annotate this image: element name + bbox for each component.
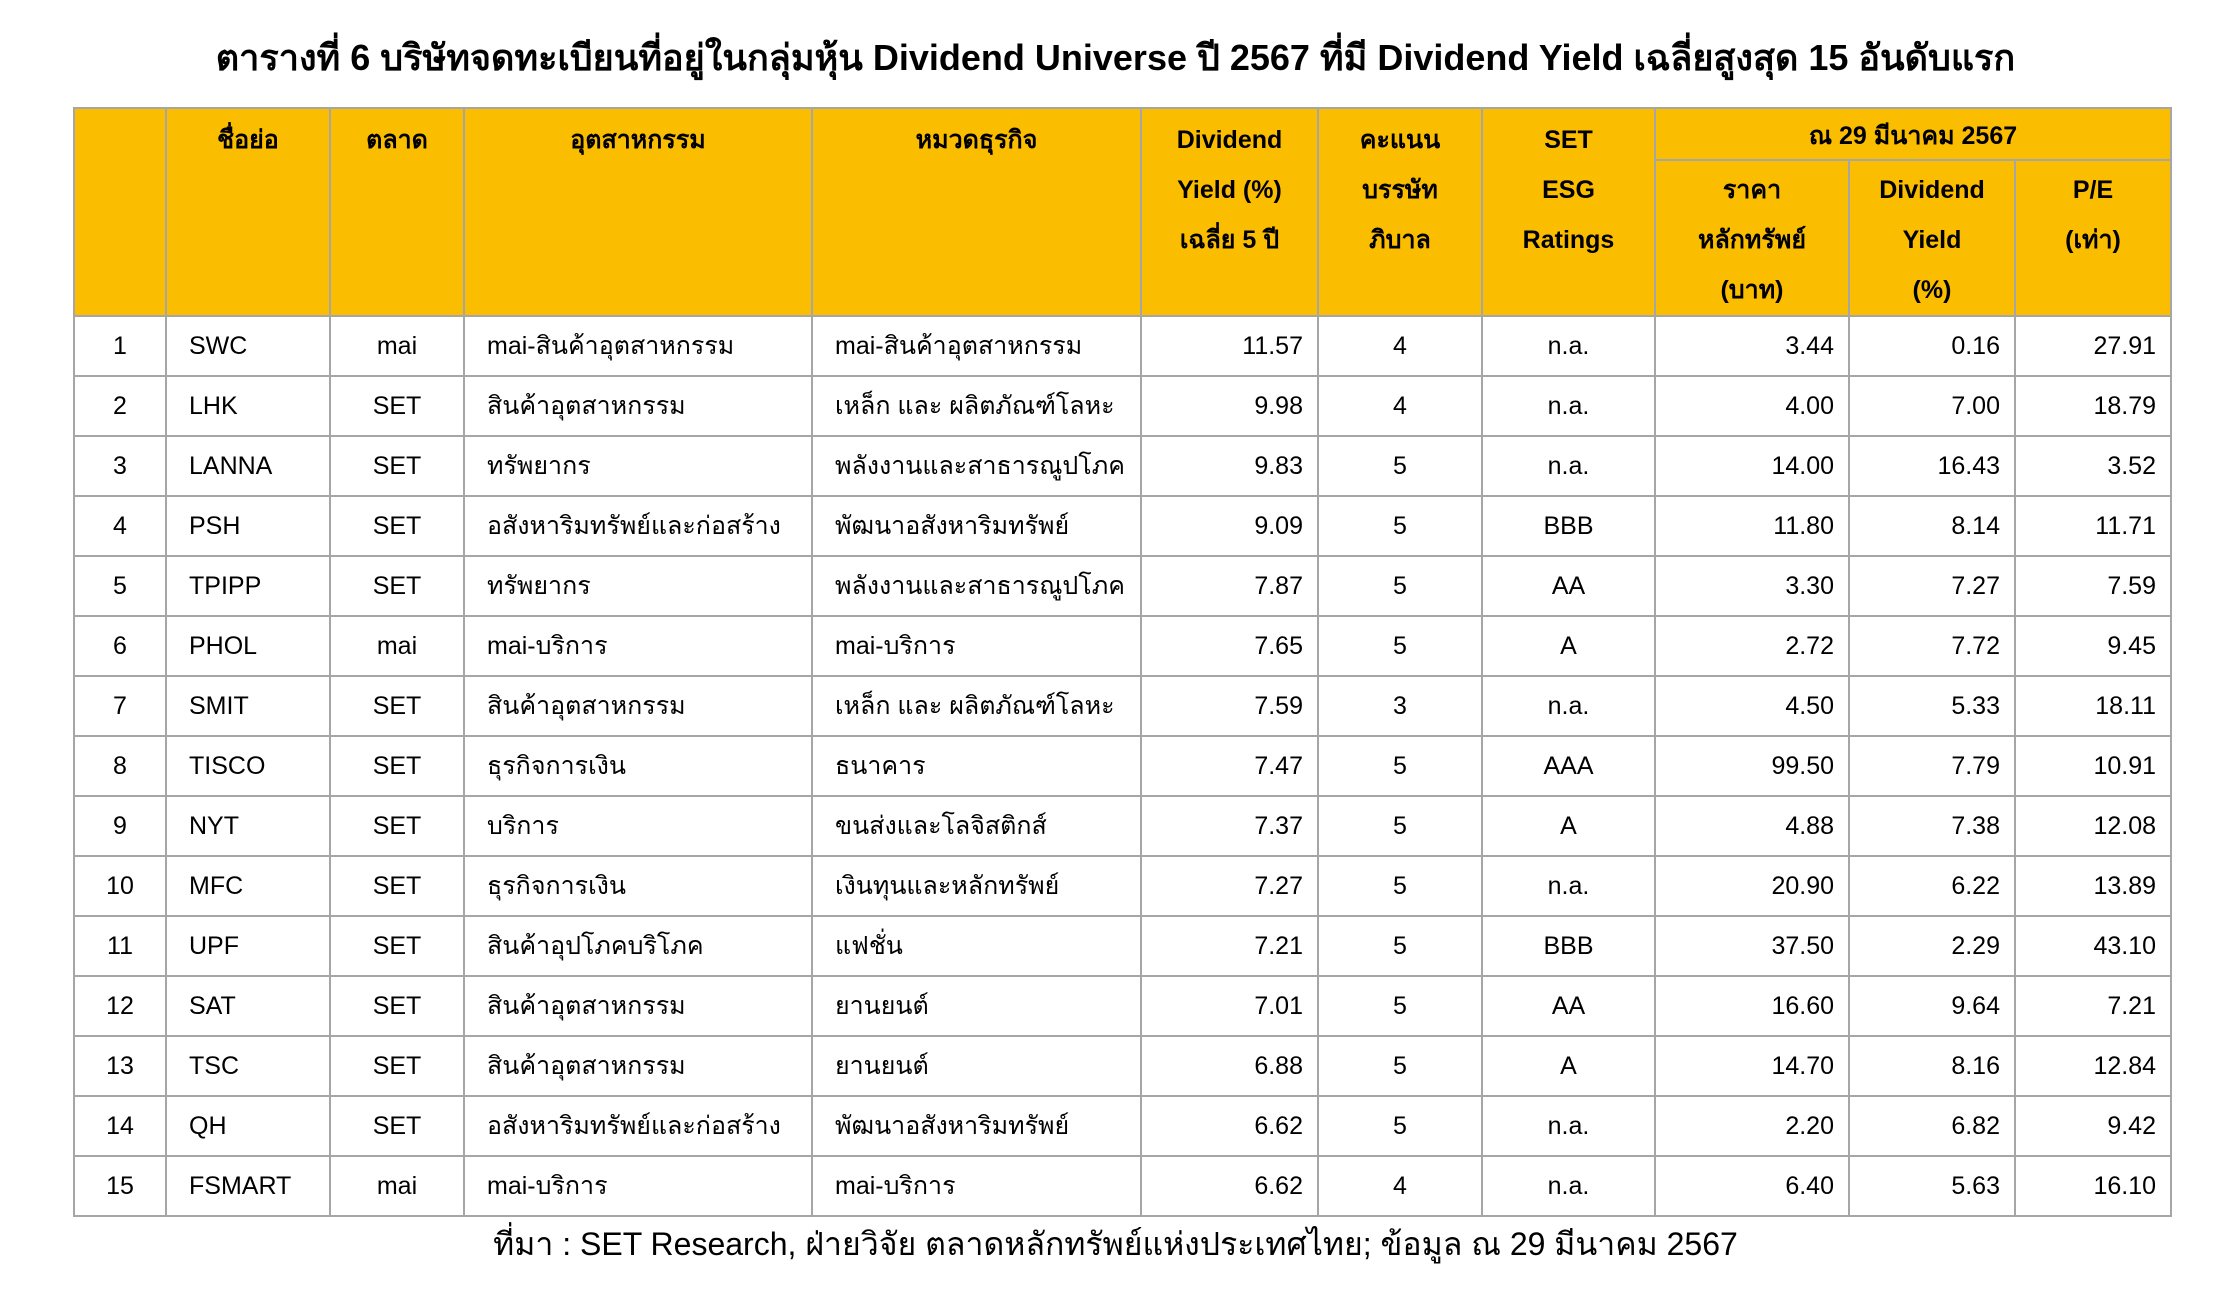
cell-dividend-yield-5y: 6.62	[1141, 1096, 1318, 1156]
cell-symbol: TPIPP	[166, 556, 330, 616]
cell-sector: mai-สินค้าอุตสาหกรรม	[812, 316, 1141, 376]
cell-industry: ทรัพยากร	[464, 556, 812, 616]
cell-cg-score: 5	[1318, 736, 1482, 796]
cell-dividend-yield: 5.63	[1849, 1156, 2015, 1216]
cell-market: SET	[330, 436, 464, 496]
header-pe-line: (เท่า)	[2065, 226, 2121, 254]
cell-symbol: FSMART	[166, 1156, 330, 1216]
cell-esg-rating: n.a.	[1482, 436, 1655, 496]
header-symbol: ชื่อย่อ	[166, 108, 330, 316]
cell-symbol: LHK	[166, 376, 330, 436]
table-row	[74, 976, 2171, 1036]
table-row	[74, 1156, 2171, 1216]
header-cg-score-line: บรรษัท	[1362, 176, 1438, 204]
header-dividend-yield-5y-line: Yield (%)	[1177, 176, 1282, 204]
cell-market: SET	[330, 556, 464, 616]
cell-sector: ยานยนต์	[812, 1036, 1141, 1096]
header-esg-line: SET	[1544, 126, 1593, 154]
header-price-line: หลักทรัพย์	[1698, 226, 1806, 254]
cell-esg-rating: n.a.	[1482, 856, 1655, 916]
cell-sector: พัฒนาอสังหาริมทรัพย์	[812, 1096, 1141, 1156]
cell-market: SET	[330, 496, 464, 556]
cell-dividend-yield: 9.64	[1849, 976, 2015, 1036]
cell-symbol: PSH	[166, 496, 330, 556]
row-number: 14	[74, 1096, 166, 1156]
cell-dividend-yield-5y: 6.88	[1141, 1036, 1318, 1096]
cell-sector: เหล็ก และ ผลิตภัณฑ์โลหะ	[812, 676, 1141, 736]
cell-market: SET	[330, 856, 464, 916]
cell-cg-score: 5	[1318, 916, 1482, 976]
source-note: ที่มา : SET Research, ฝ่ายวิจัย ตลาดหลักทรัพย์แห่งประเทศไทย; ข้อมูล ณ 29 มีนาคม 2567	[493, 1226, 1738, 1262]
table-row	[74, 736, 2171, 796]
header-price	[1655, 160, 1849, 316]
table-row	[74, 676, 2171, 736]
cell-dividend-yield-5y: 7.01	[1141, 976, 1318, 1036]
cell-esg-rating: A	[1482, 1036, 1655, 1096]
header-dividend-yield-line: Yield	[1902, 226, 1962, 254]
cell-pe: 12.84	[2015, 1036, 2171, 1096]
row-number: 9	[74, 796, 166, 856]
table-row	[74, 616, 2171, 676]
cell-symbol: SAT	[166, 976, 330, 1036]
cell-pe: 43.10	[2015, 916, 2171, 976]
cell-pe: 3.52	[2015, 436, 2171, 496]
cell-sector: พัฒนาอสังหาริมทรัพย์	[812, 496, 1141, 556]
cell-cg-score: 5	[1318, 796, 1482, 856]
cell-dividend-yield: 7.79	[1849, 736, 2015, 796]
header-no	[74, 108, 166, 316]
header-dividend-yield-line: Dividend	[1879, 176, 1985, 204]
header-price-line: ราคา	[1722, 176, 1782, 204]
cell-price: 4.88	[1655, 796, 1849, 856]
cell-price: 16.60	[1655, 976, 1849, 1036]
cell-price: 37.50	[1655, 916, 1849, 976]
cell-industry: สินค้าอุตสาหกรรม	[464, 976, 812, 1036]
cell-industry: ทรัพยากร	[464, 436, 812, 496]
cell-symbol: TSC	[166, 1036, 330, 1096]
cell-dividend-yield-5y: 7.21	[1141, 916, 1318, 976]
table-header	[74, 108, 2171, 316]
header-industry: อุตสาหกรรม	[464, 108, 812, 316]
table-row	[74, 556, 2171, 616]
table-body	[74, 316, 2171, 1216]
header-dividend-yield-5y	[1141, 108, 1318, 316]
row-number: 5	[74, 556, 166, 616]
table-row	[74, 1036, 2171, 1096]
dividend-table	[73, 107, 2172, 1217]
header-market: ตลาด	[330, 108, 464, 316]
cell-esg-rating: A	[1482, 796, 1655, 856]
cell-esg-rating: BBB	[1482, 496, 1655, 556]
cell-symbol: UPF	[166, 916, 330, 976]
cell-market: mai	[330, 1156, 464, 1216]
cell-industry: อสังหาริมทรัพย์และก่อสร้าง	[464, 496, 812, 556]
cell-sector: ยานยนต์	[812, 976, 1141, 1036]
cell-dividend-yield: 6.82	[1849, 1096, 2015, 1156]
cell-dividend-yield: 7.72	[1849, 616, 2015, 676]
cell-dividend-yield: 5.33	[1849, 676, 2015, 736]
header-group-date: ณ 29 มีนาคม 2567	[1655, 108, 2171, 160]
cell-market: SET	[330, 1036, 464, 1096]
table-row	[74, 316, 2171, 376]
table-row	[74, 916, 2171, 976]
cell-dividend-yield-5y: 6.62	[1141, 1156, 1318, 1216]
cell-industry: ธุรกิจการเงิน	[464, 736, 812, 796]
table-row	[74, 376, 2171, 436]
header-pe	[2015, 160, 2171, 316]
cell-esg-rating: n.a.	[1482, 376, 1655, 436]
header-dividend-yield-line: (%)	[1912, 276, 1952, 304]
cell-sector: mai-บริการ	[812, 616, 1141, 676]
cell-price: 6.40	[1655, 1156, 1849, 1216]
cell-industry: mai-สินค้าอุตสาหกรรม	[464, 316, 812, 376]
cell-cg-score: 5	[1318, 616, 1482, 676]
cell-esg-rating: n.a.	[1482, 676, 1655, 736]
cell-pe: 18.79	[2015, 376, 2171, 436]
cell-dividend-yield: 7.27	[1849, 556, 2015, 616]
header-cg-score-line: ภิบาล	[1369, 226, 1431, 254]
cell-esg-rating: n.a.	[1482, 316, 1655, 376]
cell-cg-score: 5	[1318, 856, 1482, 916]
cell-market: SET	[330, 676, 464, 736]
row-number: 1	[74, 316, 166, 376]
cell-market: mai	[330, 616, 464, 676]
cell-esg-rating: AAA	[1482, 736, 1655, 796]
cell-market: SET	[330, 916, 464, 976]
cell-sector: ขนส่งและโลจิสติกส์	[812, 796, 1141, 856]
cell-price: 20.90	[1655, 856, 1849, 916]
header-dividend-yield	[1849, 160, 2015, 316]
cell-symbol: MFC	[166, 856, 330, 916]
table-row	[74, 1096, 2171, 1156]
cell-cg-score: 5	[1318, 556, 1482, 616]
cell-symbol: LANNA	[166, 436, 330, 496]
row-number: 6	[74, 616, 166, 676]
header-sector: หมวดธุรกิจ	[812, 108, 1141, 316]
header-esg	[1482, 108, 1655, 316]
cell-pe: 27.91	[2015, 316, 2171, 376]
cell-market: SET	[330, 1096, 464, 1156]
cell-sector: พลังงานและสาธารณูปโภค	[812, 556, 1141, 616]
cell-cg-score: 5	[1318, 976, 1482, 1036]
header-price-line: (บาท)	[1720, 276, 1784, 304]
cell-industry: สินค้าอุตสาหกรรม	[464, 1036, 812, 1096]
cell-sector: mai-บริการ	[812, 1156, 1141, 1216]
cell-dividend-yield-5y: 7.87	[1141, 556, 1318, 616]
cell-market: SET	[330, 376, 464, 436]
cell-market: SET	[330, 796, 464, 856]
cell-symbol: QH	[166, 1096, 330, 1156]
cell-market: SET	[330, 736, 464, 796]
cell-esg-rating: AA	[1482, 976, 1655, 1036]
cell-esg-rating: AA	[1482, 556, 1655, 616]
cell-price: 11.80	[1655, 496, 1849, 556]
row-number: 3	[74, 436, 166, 496]
cell-industry: ธุรกิจการเงิน	[464, 856, 812, 916]
cell-price: 4.00	[1655, 376, 1849, 436]
cell-cg-score: 4	[1318, 1156, 1482, 1216]
row-number: 13	[74, 1036, 166, 1096]
header-cg-score	[1318, 108, 1482, 316]
cell-pe: 7.21	[2015, 976, 2171, 1036]
cell-price: 3.44	[1655, 316, 1849, 376]
cell-symbol: NYT	[166, 796, 330, 856]
cell-dividend-yield: 7.00	[1849, 376, 2015, 436]
table-row	[74, 496, 2171, 556]
cell-industry: สินค้าอุตสาหกรรม	[464, 376, 812, 436]
cell-dividend-yield-5y: 7.27	[1141, 856, 1318, 916]
cell-sector: พลังงานและสาธารณูปโภค	[812, 436, 1141, 496]
cell-industry: อสังหาริมทรัพย์และก่อสร้าง	[464, 1096, 812, 1156]
cell-dividend-yield-5y: 7.47	[1141, 736, 1318, 796]
row-number: 8	[74, 736, 166, 796]
cell-market: SET	[330, 976, 464, 1036]
row-number: 10	[74, 856, 166, 916]
cell-price: 14.00	[1655, 436, 1849, 496]
cell-market: mai	[330, 316, 464, 376]
cell-industry: สินค้าอุปโภคบริโภค	[464, 916, 812, 976]
row-number: 4	[74, 496, 166, 556]
header-dividend-yield-5y-line: Dividend	[1176, 126, 1283, 154]
cell-pe: 7.59	[2015, 556, 2171, 616]
cell-price: 14.70	[1655, 1036, 1849, 1096]
cell-price: 3.30	[1655, 556, 1849, 616]
table-row	[74, 856, 2171, 916]
table-title: ตารางที่ 6 บริษัทจดทะเบียนที่อยู่ในกลุ่มหุ้น Dividend Universe ปี 2567 ที่มี Dividend Yield เฉลี่ยสูงสุด 15 อันดับแรก	[215, 37, 2016, 78]
cell-cg-score: 4	[1318, 316, 1482, 376]
cell-cg-score: 3	[1318, 676, 1482, 736]
header-pe-line: P/E	[2072, 176, 2114, 204]
cell-dividend-yield-5y: 9.09	[1141, 496, 1318, 556]
cell-esg-rating: BBB	[1482, 916, 1655, 976]
cell-pe: 11.71	[2015, 496, 2171, 556]
cell-dividend-yield-5y: 7.37	[1141, 796, 1318, 856]
cell-price: 2.72	[1655, 616, 1849, 676]
cell-cg-score: 5	[1318, 436, 1482, 496]
cell-symbol: SMIT	[166, 676, 330, 736]
cell-dividend-yield-5y: 9.98	[1141, 376, 1318, 436]
cell-dividend-yield-5y: 7.59	[1141, 676, 1318, 736]
cell-symbol: PHOL	[166, 616, 330, 676]
cell-esg-rating: n.a.	[1482, 1156, 1655, 1216]
cell-industry: สินค้าอุตสาหกรรม	[464, 676, 812, 736]
cell-dividend-yield: 6.22	[1849, 856, 2015, 916]
cell-sector: แฟชั่น	[812, 916, 1141, 976]
cell-dividend-yield: 8.16	[1849, 1036, 2015, 1096]
cell-pe: 12.08	[2015, 796, 2171, 856]
cell-pe: 9.42	[2015, 1096, 2171, 1156]
cell-industry: mai-บริการ	[464, 1156, 812, 1216]
cell-sector: ธนาคาร	[812, 736, 1141, 796]
cell-cg-score: 5	[1318, 496, 1482, 556]
row-number: 11	[74, 916, 166, 976]
table-row	[74, 436, 2171, 496]
header-esg-line: Ratings	[1522, 226, 1615, 254]
cell-pe: 10.91	[2015, 736, 2171, 796]
cell-price: 4.50	[1655, 676, 1849, 736]
cell-dividend-yield: 16.43	[1849, 436, 2015, 496]
cell-cg-score: 4	[1318, 376, 1482, 436]
header-cg-score-line: คะแนน	[1359, 126, 1441, 154]
cell-price: 99.50	[1655, 736, 1849, 796]
row-number: 7	[74, 676, 166, 736]
cell-pe: 18.11	[2015, 676, 2171, 736]
row-number: 12	[74, 976, 166, 1036]
cell-sector: เหล็ก และ ผลิตภัณฑ์โลหะ	[812, 376, 1141, 436]
cell-dividend-yield: 8.14	[1849, 496, 2015, 556]
cell-esg-rating: A	[1482, 616, 1655, 676]
cell-dividend-yield-5y: 9.83	[1141, 436, 1318, 496]
row-number: 15	[74, 1156, 166, 1216]
header-esg-line: ESG	[1542, 176, 1595, 204]
table-row	[74, 796, 2171, 856]
cell-cg-score: 5	[1318, 1096, 1482, 1156]
cell-dividend-yield: 2.29	[1849, 916, 2015, 976]
cell-dividend-yield: 7.38	[1849, 796, 2015, 856]
cell-symbol: TISCO	[166, 736, 330, 796]
cell-esg-rating: n.a.	[1482, 1096, 1655, 1156]
cell-industry: mai-บริการ	[464, 616, 812, 676]
cell-dividend-yield: 0.16	[1849, 316, 2015, 376]
cell-cg-score: 5	[1318, 1036, 1482, 1096]
header-dividend-yield-5y-line: เฉลี่ย 5 ปี	[1179, 226, 1280, 254]
cell-pe: 13.89	[2015, 856, 2171, 916]
cell-industry: บริการ	[464, 796, 812, 856]
cell-pe: 16.10	[2015, 1156, 2171, 1216]
row-number: 2	[74, 376, 166, 436]
cell-symbol: SWC	[166, 316, 330, 376]
cell-sector: เงินทุนและหลักทรัพย์	[812, 856, 1141, 916]
cell-dividend-yield-5y: 7.65	[1141, 616, 1318, 676]
cell-price: 2.20	[1655, 1096, 1849, 1156]
cell-dividend-yield-5y: 11.57	[1141, 316, 1318, 376]
cell-pe: 9.45	[2015, 616, 2171, 676]
